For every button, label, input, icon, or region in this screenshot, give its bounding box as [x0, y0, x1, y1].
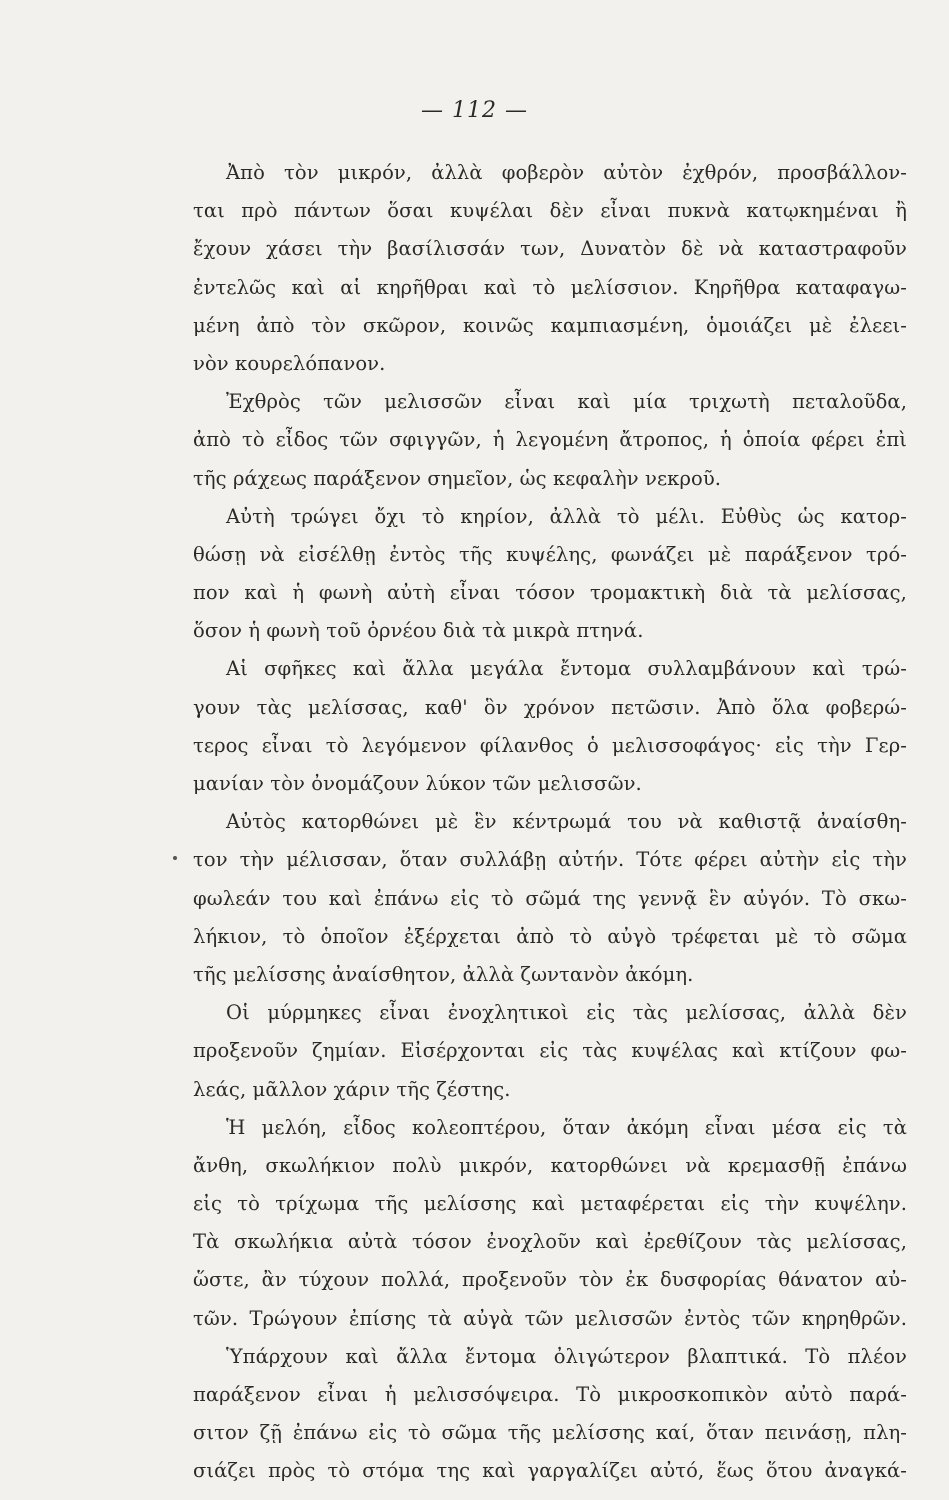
- text-line: Αὐτὸς κατορθώνει μὲ ἓν κέντρωμά του νὰ καθιστᾷ ἀναίσθη-: [226, 810, 907, 834]
- text-line: πον καὶ ἡ φωνὴ αὐτὴ εἶναι τόσον τρομακτικὴ διὰ τὰ μελίσσας,: [193, 581, 907, 605]
- text-line: ἐντελῶς καὶ αἱ κηρῆθραι καὶ τὸ μελίσσιον. Κηρῆθρα καταφαγω-: [193, 275, 907, 299]
- text-line: γουν τὰς μελίσσας, καθ' ὃν χρόνον πετῶσιν. Ἀπὸ ὅλα φοβερώ-: [193, 695, 907, 719]
- text-line: Αὐτὴ τρώγει ὄχι τὸ κηρίον, ἀλλὰ τὸ μέλι. Εὐθὺς ὡς κατορ-: [226, 504, 907, 528]
- text-line: σιτον ζῇ ἐπάνω εἰς τὸ σῶμα τῆς μελίσσης καί, ὅταν πεινάσῃ, πλη-: [193, 1421, 907, 1445]
- text-line: τῶν. Τρώγουν ἐπίσης τὰ αὐγὰ τῶν μελισσῶν ἐντὸς τῶν κηρηθρῶν.: [193, 1306, 907, 1330]
- text-line: τῆς ράχεως παράξενον σημεῖον, ὡς κεφαλὴν νεκροῦ.: [193, 466, 722, 490]
- text-line: Τὰ σκωλήκια αὐτὰ τόσον ἐνοχλοῦν καὶ ἐρεθίζουν τὰς μελίσσας,: [193, 1230, 907, 1254]
- page-number: — 112 —: [421, 98, 528, 123]
- text-line: προξενοῦν ζημίαν. Εἰσέρχονται εἰς τὰς κυψέλας καὶ κτίζουν φω-: [193, 1039, 907, 1063]
- text-line: ἔχουν χάσει τὴν βασίλισσάν των, Δυνατὸν δὲ νὰ καταστραφοῦν: [193, 237, 907, 261]
- text-line: λεάς, μᾶλλον χάριν τῆς ζέστης.: [193, 1077, 511, 1101]
- text-line: τον τὴν μέλισσαν, ὅταν συλλάβῃ αὐτήν. Τότε φέρει αὐτὴν εἰς τὴν: [193, 848, 907, 872]
- text-line: Οἱ μύρμηκες εἶναι ἐνοχλητικοὶ εἰς τὰς μελίσσας, ἀλλὰ δὲν: [226, 1001, 907, 1025]
- text-line: Ἡ μελόη, εἶδος κολεοπτέρου, ὅταν ἀκόμη εἶναι μέσα εἰς τὰ: [226, 1115, 907, 1139]
- text-line: ὥστε, ἂν τύχουν πολλά, προξενοῦν τὸν ἐκ δυσφορίας θάνατον αὐ-: [193, 1268, 907, 1292]
- margin-speck: [173, 856, 177, 860]
- text-line: λήκιον, τὸ ὁποῖον ἐξέρχεται ἀπὸ τὸ αὐγὸ τρέφεται μὲ τὸ σῶμα: [193, 924, 907, 948]
- text-line: Αἱ σφῆκες καὶ ἄλλα μεγάλα ἔντομα συλλαμβάνουν καὶ τρώ-: [226, 657, 907, 681]
- text-line: Ὑπάρχουν καὶ ἄλλα ἔντομα ὀλιγώτερον βλαπτικά. Τὸ πλέον: [226, 1344, 907, 1368]
- text-line: τῆς μελίσσης ἀναίσθητον, ἀλλὰ ζωντανὸν ἀκόμη.: [193, 962, 694, 986]
- text-line: Ἐχθρὸς τῶν μελισσῶν εἶναι καὶ μία τριχωτὴ πεταλοῦδα,: [226, 390, 907, 414]
- text-line: ται πρὸ πάντων ὅσαι κυψέλαι δὲν εἶναι πυκνὰ κατῳκημέναι ἢ: [193, 199, 907, 223]
- text-line: νὸν κουρελόπανον.: [193, 351, 386, 375]
- text-line: μανίαν τὸν ὀνομάζουν λύκον τῶν μελισσῶν.: [193, 772, 642, 795]
- text-line: ἄνθη, σκωλήκιον πολὺ μικρόν, κατορθώνει νὰ κρεμασθῇ ἐπάνω: [193, 1153, 907, 1177]
- text-line: ὅσον ἡ φωνὴ τοῦ ὀρνέου διὰ τὰ μικρὰ πτηνά.: [193, 619, 644, 643]
- text-line: μένη ἀπὸ τὸν σκῶρον, κοινῶς καμπιασμένη, ὁμοιάζει μὲ ἐλεει-: [193, 313, 907, 337]
- text-line: Ἀπὸ τὸν μικρόν, ἀλλὰ φοβερὸν αὐτὸν ἐχθρόν, προσβάλλον-: [226, 161, 907, 184]
- text-line: φωλεάν του καὶ ἐπάνω εἰς τὸ σῶμά της γεννᾷ ἓν αὐγόν. Τὸ σκω-: [193, 886, 907, 910]
- body-text: [193, 154, 907, 1491]
- text-line: τερος εἶναι τὸ λεγόμενον φίλανθος ὁ μελισσοφάγος· εἰς τὴν Γερ-: [193, 733, 907, 757]
- text-line: ἀπὸ τὸ εἶδος τῶν σφιγγῶν, ἡ λεγομένη ἄτροπος, ἡ ὁποία φέρει ἐπὶ: [193, 428, 907, 452]
- text-line: σιάζει πρὸς τὸ στόμα της καὶ γαργαλίζει αὐτό, ἕως ὅτου ἀναγκά-: [193, 1459, 907, 1483]
- text-line: θώσῃ νὰ εἰσέλθῃ ἐντὸς τῆς κυψέλης, φωνάζει μὲ παράξενον τρό-: [193, 542, 907, 566]
- text-line: παράξενον εἶναι ἡ μελισσόψειρα. Τὸ μικροσκοπικὸν αὐτὸ παρά-: [193, 1383, 907, 1406]
- text-line: εἰς τὸ τρίχωμα τῆς μελίσσης καὶ μεταφέρεται εἰς τὴν κυψέλην.: [193, 1192, 907, 1216]
